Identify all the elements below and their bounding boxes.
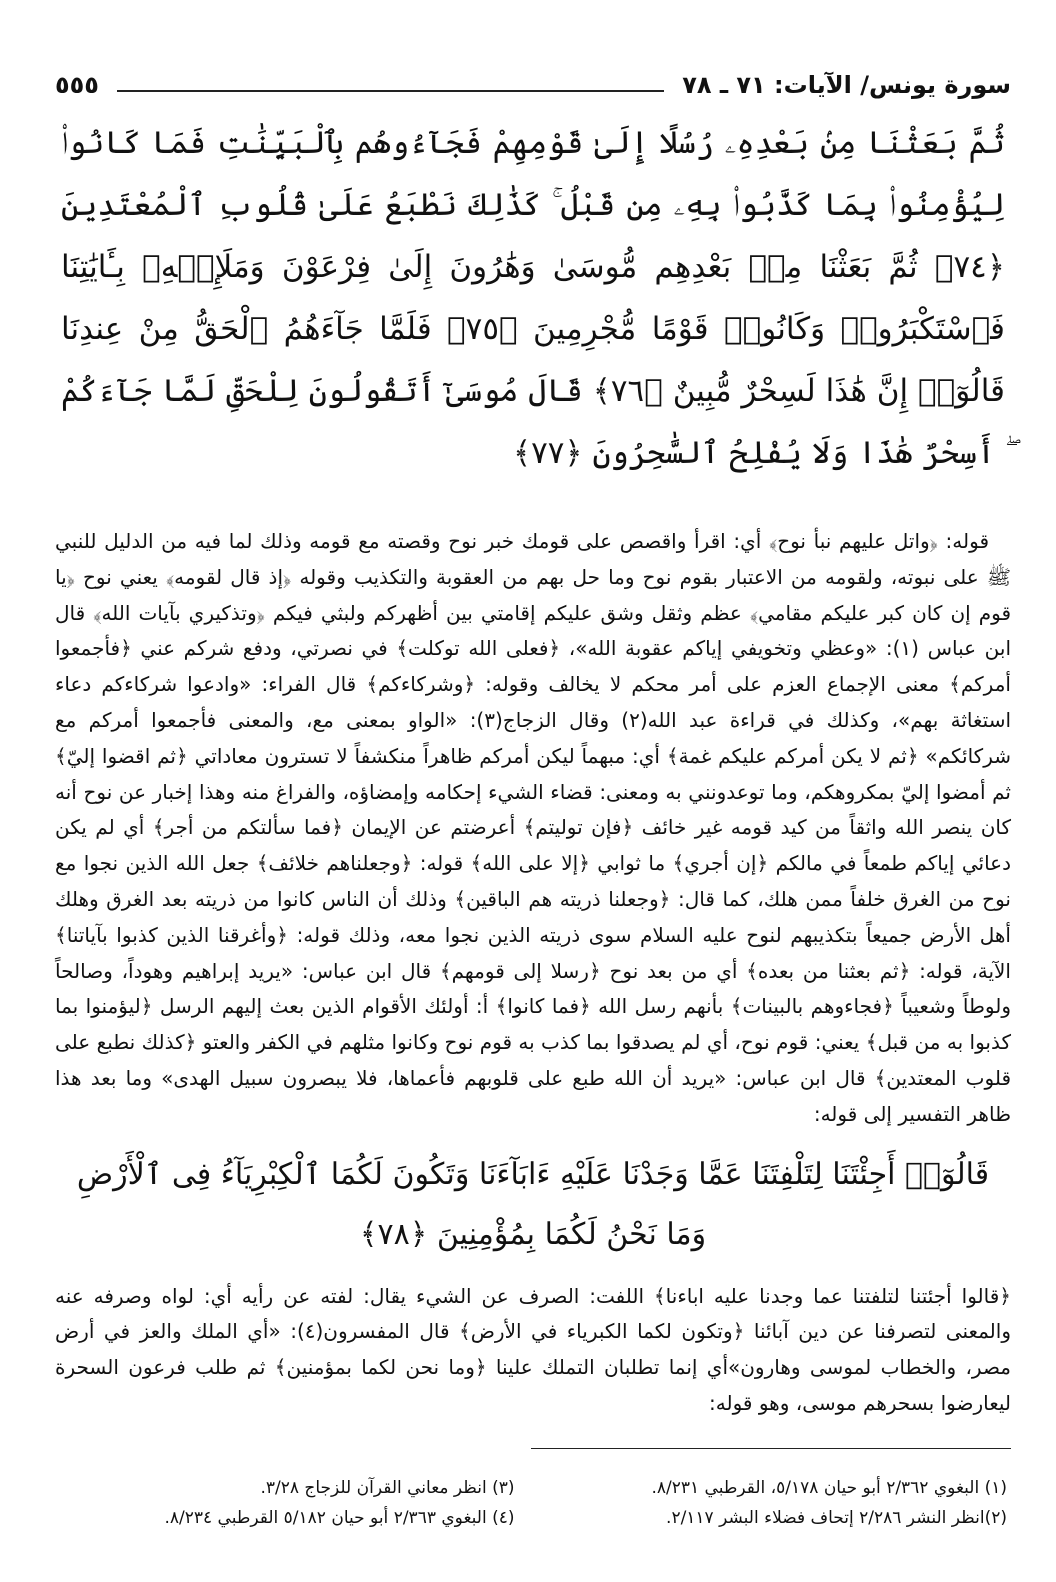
commentary-paragraph: قوله: ﴿واتل عليهم نبأ نوح﴾ أي: اقرأ واقصص على قومك خبر نوح وقصته مع قومه وذلك لما فيه من الدليل للنبي ﷺ على نبوته، ولقومه من الاعتبار بقوم نوح وما حل بهم من العقوبة والتكذيب وقوله ﴿إذ قال لقومه﴾ يعني نوح ﴿يا قوم إن كان كبر عليكم مقامي﴾ عظم وثقل وشق عليكم إقامتي بين أظهركم ولبثي فيكم ﴿وتذكيري بآيات الله﴾ قال ابن عباس (١): «وعظي وتخويفي إياكم عقوبة الله»، ﴿فعلى الله توكلت﴾ في نصرتي، ودفع شركم عني ﴿فأجمعوا أمركم﴾ معنى الإجماع العزم على أمر محكم لا يخالف وقوله: ﴿وشركاءكم﴾ قال الفراء: «وادعوا شركاءكم دعاء استغاثة بهم»، وكذلك في قراءة عبد الله(٢) وقال الزجاج(٣): «الواو بمعنى مع، والمعنى فأجمعوا أمركم مع شركائكم» ﴿ثم لا يكن أمركم عليكم غمة﴾ أي: مبهماً ليكن أمركم ظاهراً منكشفاً لا تسترون معاداتي ﴿ثم اقضوا إليّ﴾ثم أمضوا إليّ بمكروهكم، وما توعدونني به ومعنى: قضاء الشيء إحكامه وإمضاؤه، والفراغ منه وهذا إخبار عن نوح أنه كان ينصر الله واثقاً من كيد قومه غير خائف ﴿فإن توليتم﴾ أعرضتم عن الإيمان ﴿فما سألتكم من أجر﴾ أي لم يكن دعائي إياكم طمعاً في مالكم ﴿إن أجري﴾ ما ثوابي ﴿إلا على الله﴾ قوله: ﴿وجعلناهم خلائف﴾ جعل الله الذين نجوا مع نوح من الغرق خلفاً ممن هلك، كما قال: ﴿وجعلنا ذريته هم الباقين﴾ وذلك أن الناس كانوا من ذريته بعد الغرق وهلك أهل الأرض جميعاً بتكذيبهم لنوح عليه السلام سوى ذريته الذين نجوا معه، وذلك قوله: ﴿وأغرقنا الذين كذبوا بآياتنا﴾الآية، قوله: ﴿ثم بعثنا من بعده﴾ أي من بعد نوح ﴿رسلا إلى قومهم﴾ قال ابن عباس: «يريد إبراهيم وهوداً، وصالحاً ولوطاً وشعيباً ﴿فجاءوهم بالبينات﴾ بأنهم رسل الله ﴿فما كانوا﴾ أ: أولئك الأقوام الذين بعث إليهم الرسل ﴿ليؤمنوا بما كذبوا به من قبل﴾ يعني: قوم نوح، أي لم يصدقوا بما كذب به قوم نوح وكانوا مثلهم في الكفر والعتو ﴿كذلك نطبع على قلوب المعتدين﴾ قال ابن عباس: «يريد أن الله طبع على قلوبهم فأعماها، فلا يبصرون سبيل الهدى» وما بعد هذا ظاهر التفسير إلى قوله: [55, 529, 1012, 1126]
footnote-2: (٢)انظر النشر ٢/٢٨٦ إتحاف فضلاء البشر ٢/١١٧. [666, 1507, 1007, 1528]
footnotes-right-column [587, 1473, 1007, 1533]
quran-verses-71-77: ثُمَّ بَعَثْنَا مِنۢ بَعْدِهِۦ رُسُلًا إِلَىٰ قَوْمِهِمْ فَجَآءُوهُم بِٱلْبَيِّنَٰتِ فَمَا كَانُوا۟ لِيُؤْمِنُوا۟ بِمَا كَذَّبُوا۟ بِهِۦ مِن قَبْلُ ۚ كَذَٰلِكَ نَطْبَعُ عَلَىٰ قُلُوبِ ٱلْمُعْتَدِينَ ﴿٧٤﴾ ثُمَّ بَعَثْنَا مِنۢ بَعْدِهِم مُّوسَىٰ وَهَٰرُونَ إِلَىٰ فِرْعَوْنَ وَمَلَإِي۟هِۦ بِـَٔايَٰتِنَا فَٱسْتَكْبَرُوا۟ وَكَانُوا۟ قَوْمًا مُّجْرِمِينَ ﴿٧٥﴾ فَلَمَّا جَآءَهُمُ ٱلْحَقُّ مِنْ عِندِنَا قَالُوٓا۟ إِنَّ هَٰذَا لَسِحْرٌ مُّبِينٌ ﴿٧٦﴾ قَالَ مُوسَىٰٓ أَتَقُولُونَ لِلْحَقِّ لَمَّا جَآءَكُمْ ۖ أَسِحْرٌ هَٰذَا وَلَا يُفْلِحُ ٱلسَّٰحِرُونَ ﴿٧٧﴾ [61, 125, 1005, 471]
footnote-4: (٤) البغوي ٢/٣٦٣ أبو حيان ٥/١٨٢ القرطبي ٨/٢٣٤. [164, 1507, 515, 1528]
header-rule [117, 90, 664, 92]
footnotes [55, 1473, 1011, 1533]
footnote-divider [531, 1448, 1011, 1449]
surah-title: سورة يونس/ الآيات: ٧١ ـ ٧٨ [682, 71, 1011, 99]
footnotes-left-column [95, 1473, 515, 1533]
footnote-3: (٣) انظر معاني القرآن للزجاج ٣/٢٨. [260, 1477, 515, 1498]
quran-verse-78: قَالُوٓا۟ أَجِئْتَنَا لِتَلْفِتَنَا عَمَّا وَجَدْنَا عَلَيْهِ ءَابَآءَنَا وَتَكُونَ لَكُمَا ٱلْكِبْرِيَآءُ فِى ٱلْأَرْضِ وَمَا نَحْنُ لَكُمَا بِمُؤْمِنِينَ ﴿٧٨﴾ [76, 1156, 990, 1252]
commentary-section-2 [55, 1279, 1011, 1422]
footnote-1: (١) البغوي ٢/٣٦٢ أبو حيان ٥/١٧٨، القرطبي ٨/٢٣١. [651, 1477, 1007, 1498]
page-number: ٥٥٥ [55, 71, 99, 99]
running-header [55, 62, 1011, 108]
commentary-section [55, 524, 1011, 1133]
commentary-paragraph-2: ﴿قالوا أجئتنا لتلفتنا عما وجدنا عليه اباءنا﴾ اللفت: الصرف عن الشيء يقال: لفته عن رأيه أي: لواه وصرفه عنه والمعنى لتصرفنا عن دين آبائنا ﴿وتكون لكما الكبرياء في الأرض﴾ قال المفسرون(٤): «أي الملك والعز في أرض مصر، والخطاب لموسى وهارون»أي إنما تطلبان التملك علينا ﴿وما نحن لكما بمؤمنين﴾ ثم طلب فرعون السحرة ليعارضوا بسحرهم موسى، وهو قوله: [55, 1283, 1011, 1415]
